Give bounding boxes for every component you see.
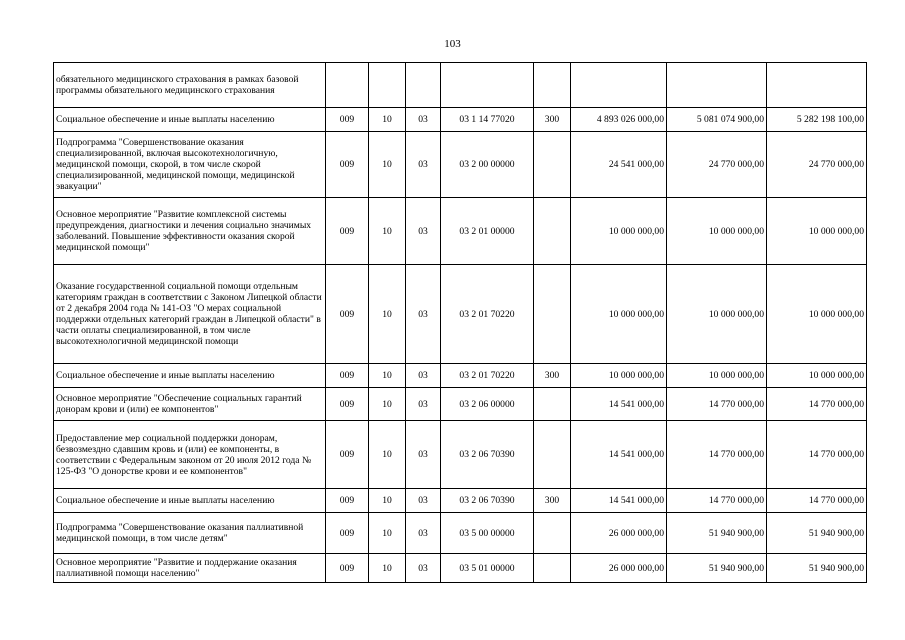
expense-type-code	[534, 63, 571, 108]
expense-type-code	[534, 421, 571, 489]
amount-year-2: 10 000 000,00	[667, 265, 767, 364]
amount-year-2	[667, 63, 767, 108]
subsection-code	[406, 63, 441, 108]
grbs-code: 009	[326, 489, 369, 513]
amount-year-3: 10 000 000,00	[767, 265, 867, 364]
row-name: Социальное обеспечение и иные выплаты населению	[54, 364, 326, 388]
expense-type-code	[534, 132, 571, 198]
amount-year-3: 24 770 000,00	[767, 132, 867, 198]
amount-year-1: 4 893 026 000,00	[571, 108, 667, 132]
amount-year-1: 24 541 000,00	[571, 132, 667, 198]
target-article-code: 03 5 00 00000	[441, 513, 534, 554]
table-row	[54, 132, 867, 198]
grbs-code: 009	[326, 388, 369, 421]
subsection-code: 03	[406, 198, 441, 265]
expense-type-code: 300	[534, 364, 571, 388]
amount-year-2: 24 770 000,00	[667, 132, 767, 198]
amount-year-1: 10 000 000,00	[571, 198, 667, 265]
table-row	[54, 198, 867, 265]
target-article-code: 03 2 00 00000	[441, 132, 534, 198]
expense-type-code	[534, 554, 571, 583]
amount-year-2: 10 000 000,00	[667, 198, 767, 265]
budget-table	[53, 62, 867, 583]
amount-year-3: 51 940 900,00	[767, 513, 867, 554]
row-name: Основное мероприятие "Развитие и поддержание оказания паллиативной помощи населению"	[54, 554, 326, 583]
subsection-code: 03	[406, 554, 441, 583]
amount-year-1: 14 541 000,00	[571, 489, 667, 513]
row-name: Оказание государственной социальной помощи отдельным категориям граждан в соответствии с Законом Липецкой области от 2 декабря 2004 года № 141-ОЗ "О мерах социальной поддержки отдельных категорий граждан в Липецкой области" в части оплаты специализированной, в том числе высокотехнологичной медицинской помощи	[54, 265, 326, 364]
expense-type-code	[534, 388, 571, 421]
row-name: Социальное обеспечение и иные выплаты населению	[54, 108, 326, 132]
table-row	[54, 364, 867, 388]
amount-year-2: 14 770 000,00	[667, 421, 767, 489]
table-row	[54, 421, 867, 489]
amount-year-2: 51 940 900,00	[667, 513, 767, 554]
row-name: Предоставление мер социальной поддержки донорам, безвозмездно сдавшим кровь и (или) ее компоненты, в соответствии с Федеральным законом от 20 июля 2012 года № 125-ФЗ "О донорстве крови и ее компонентов"	[54, 421, 326, 489]
target-article-code: 03 5 01 00000	[441, 554, 534, 583]
section-code: 10	[369, 489, 406, 513]
section-code: 10	[369, 265, 406, 364]
table-row	[54, 388, 867, 421]
amount-year-3: 10 000 000,00	[767, 198, 867, 265]
amount-year-3: 10 000 000,00	[767, 364, 867, 388]
table-row	[54, 489, 867, 513]
table-row	[54, 265, 867, 364]
amount-year-1: 10 000 000,00	[571, 265, 667, 364]
section-code: 10	[369, 364, 406, 388]
grbs-code: 009	[326, 513, 369, 554]
amount-year-1: 26 000 000,00	[571, 554, 667, 583]
section-code: 10	[369, 554, 406, 583]
section-code	[369, 63, 406, 108]
amount-year-3	[767, 63, 867, 108]
table-row	[54, 554, 867, 583]
expense-type-code	[534, 513, 571, 554]
target-article-code: 03 2 01 70220	[441, 265, 534, 364]
grbs-code: 009	[326, 132, 369, 198]
table-row	[54, 108, 867, 132]
table-row	[54, 513, 867, 554]
target-article-code: 03 1 14 77020	[441, 108, 534, 132]
grbs-code	[326, 63, 369, 108]
amount-year-3: 5 282 198 100,00	[767, 108, 867, 132]
grbs-code: 009	[326, 421, 369, 489]
grbs-code: 009	[326, 364, 369, 388]
amount-year-3: 14 770 000,00	[767, 421, 867, 489]
section-code: 10	[369, 132, 406, 198]
section-code: 10	[369, 388, 406, 421]
section-code: 10	[369, 108, 406, 132]
table-body	[54, 63, 867, 583]
target-article-code: 03 2 06 00000	[441, 388, 534, 421]
grbs-code: 009	[326, 198, 369, 265]
grbs-code: 009	[326, 265, 369, 364]
amount-year-1: 14 541 000,00	[571, 388, 667, 421]
expense-type-code: 300	[534, 108, 571, 132]
grbs-code: 009	[326, 554, 369, 583]
table-row	[54, 63, 867, 108]
subsection-code: 03	[406, 421, 441, 489]
subsection-code: 03	[406, 489, 441, 513]
row-name: Основное мероприятие "Развитие комплексной системы предупреждения, диагностики и лечения социально значимых заболеваний. Повышение эффективности оказания скорой медицинской помощи"	[54, 198, 326, 265]
amount-year-2: 10 000 000,00	[667, 364, 767, 388]
target-article-code: 03 2 01 00000	[441, 198, 534, 265]
expense-type-code	[534, 265, 571, 364]
amount-year-1: 10 000 000,00	[571, 364, 667, 388]
amount-year-1	[571, 63, 667, 108]
amount-year-1: 26 000 000,00	[571, 513, 667, 554]
grbs-code: 009	[326, 108, 369, 132]
amount-year-2: 14 770 000,00	[667, 489, 767, 513]
section-code: 10	[369, 198, 406, 265]
row-name: Подпрограмма "Совершенствование оказания специализированной, включая высокотехнологичную, медицинской помощи, скорой, в том числе скорой специализированной, медицинской помощи, медицинской эвакуации"	[54, 132, 326, 198]
row-name: обязательного медицинского страхования в рамках базовой программы обязательного медицинского страхования	[54, 63, 326, 108]
subsection-code: 03	[406, 364, 441, 388]
row-name: Социальное обеспечение и иные выплаты населению	[54, 489, 326, 513]
amount-year-1: 14 541 000,00	[571, 421, 667, 489]
amount-year-2: 51 940 900,00	[667, 554, 767, 583]
amount-year-3: 14 770 000,00	[767, 489, 867, 513]
target-article-code: 03 2 06 70390	[441, 489, 534, 513]
page-number: 103	[444, 38, 461, 50]
target-article-code: 03 2 06 70390	[441, 421, 534, 489]
amount-year-2: 5 081 074 900,00	[667, 108, 767, 132]
amount-year-3: 14 770 000,00	[767, 388, 867, 421]
section-code: 10	[369, 513, 406, 554]
subsection-code: 03	[406, 132, 441, 198]
row-name: Основное мероприятие "Обеспечение социальных гарантий донорам крови и (или) ее компонентов"	[54, 388, 326, 421]
expense-type-code	[534, 198, 571, 265]
subsection-code: 03	[406, 388, 441, 421]
target-article-code	[441, 63, 534, 108]
subsection-code: 03	[406, 265, 441, 364]
row-name: Подпрограмма "Совершенствование оказания паллиативной медицинской помощи, в том числе детям"	[54, 513, 326, 554]
section-code: 10	[369, 421, 406, 489]
amount-year-2: 14 770 000,00	[667, 388, 767, 421]
expense-type-code: 300	[534, 489, 571, 513]
subsection-code: 03	[406, 108, 441, 132]
subsection-code: 03	[406, 513, 441, 554]
amount-year-3: 51 940 900,00	[767, 554, 867, 583]
target-article-code: 03 2 01 70220	[441, 364, 534, 388]
